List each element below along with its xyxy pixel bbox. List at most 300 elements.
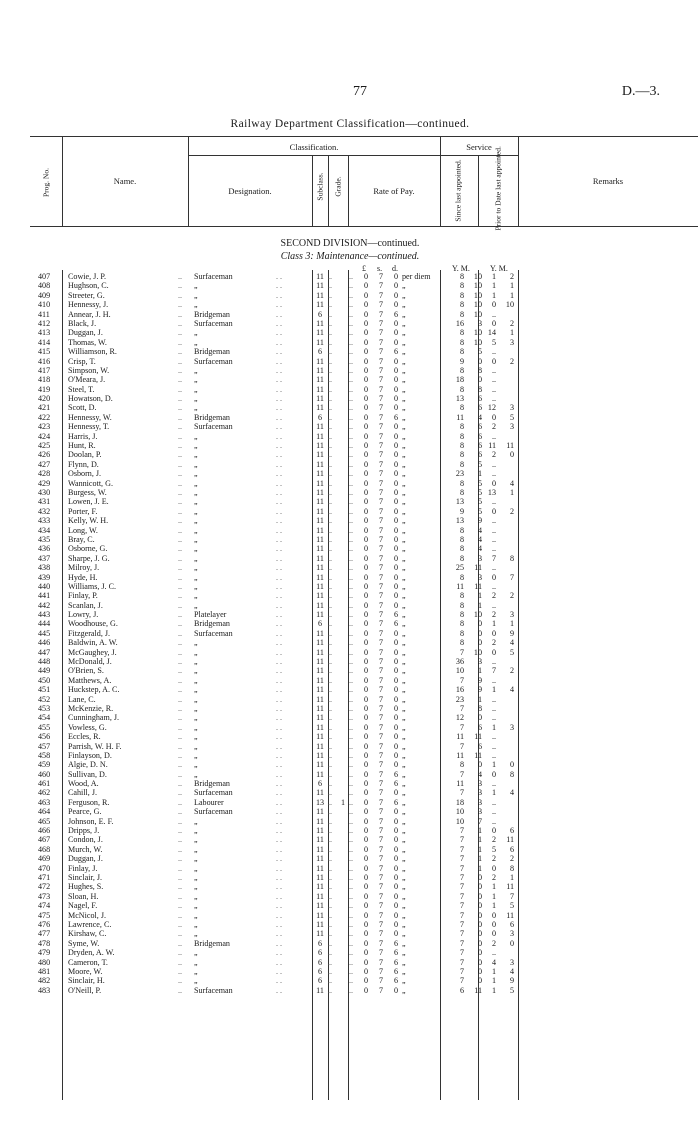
leader-dots: . .	[276, 675, 283, 685]
leader-dots: ..	[349, 694, 354, 704]
prior-months-cell: 0	[509, 450, 514, 460]
pence-cell: 0	[393, 713, 399, 723]
prog-no-cell: 436	[38, 544, 51, 554]
leader-dots: ..	[178, 591, 183, 601]
since-months-cell: 6	[477, 422, 482, 432]
pence-cell: 0	[393, 394, 399, 404]
leader-dots: ..	[349, 854, 354, 864]
leader-dots: . .	[276, 394, 283, 404]
shillings-cell: 7	[378, 591, 384, 601]
since-years-cell: 7	[459, 901, 464, 911]
leader-dots: ..	[328, 600, 333, 610]
prior-months-cell: 5	[509, 985, 514, 995]
table-row	[0, 450, 700, 459]
since-years-cell: 8	[459, 441, 464, 451]
subclass-cell: 11	[316, 441, 324, 451]
subclass-cell: 11	[316, 732, 324, 742]
leader-dots: ..	[328, 610, 333, 620]
per-cell: „	[402, 760, 406, 770]
pounds-cell: 0	[363, 290, 369, 300]
pence-cell: 6	[393, 412, 399, 422]
subclass-cell: 11	[316, 685, 324, 695]
shillings-cell: 7	[378, 441, 384, 451]
subclass-cell: 6	[317, 412, 323, 422]
leader-dots: . .	[276, 948, 283, 958]
leader-dots: ..	[178, 431, 183, 441]
leader-dots: ..	[349, 487, 354, 497]
designation-cell: „	[194, 948, 198, 958]
prog-no-cell: 478	[38, 938, 51, 948]
leader-dots: ..	[349, 619, 354, 629]
designation-cell: „	[194, 337, 198, 347]
since-months-cell: 9	[477, 675, 482, 685]
name-cell: Woodhouse, G.	[68, 619, 118, 629]
leader-dots: ..	[349, 281, 354, 291]
prior-months-cell: 1	[509, 487, 514, 497]
pounds-cell: 0	[363, 328, 369, 338]
leader-dots: ..	[328, 891, 333, 901]
leader-dots: . .	[276, 703, 283, 713]
per-cell: „	[402, 816, 406, 826]
leader-dots: . .	[276, 844, 283, 854]
leader-dots: ..	[349, 713, 354, 723]
designation-cell: „	[194, 328, 198, 338]
prog-no-cell: 434	[38, 525, 51, 535]
leader-dots: ..	[178, 797, 183, 807]
leader-dots: ..	[349, 657, 354, 667]
since-years-cell: 7	[459, 919, 464, 929]
pounds-cell: 0	[363, 525, 369, 535]
pence-cell: 0	[393, 563, 399, 573]
pence-cell: 0	[393, 281, 399, 291]
leader-dots: ..	[328, 478, 333, 488]
pence-cell: 0	[393, 760, 399, 770]
leader-dots: ..	[178, 882, 183, 892]
prior-years-cell: 2	[491, 873, 496, 882]
since-years-cell: 8	[459, 478, 464, 488]
pounds-cell: 0	[363, 835, 369, 845]
since-years-cell: 7	[459, 882, 464, 892]
shillings-cell: 7	[378, 844, 384, 854]
since-years-cell: 8	[459, 619, 464, 629]
shillings-cell: 7	[378, 919, 384, 929]
since-years-cell: 7	[459, 703, 464, 713]
since-years-cell: 10	[455, 807, 464, 817]
prior-years-cell: 1	[491, 966, 496, 976]
subclass-cell: 11	[316, 478, 324, 488]
prior-years-cell: 2	[491, 591, 496, 601]
pounds-cell: 0	[363, 337, 369, 347]
pence-cell: 0	[393, 863, 399, 873]
leader-dots: ..	[328, 863, 333, 873]
designation-cell: „	[194, 910, 198, 920]
prog-no-cell: 433	[38, 516, 51, 526]
name-cell: Kirshaw, C.	[68, 929, 107, 939]
since-months-cell: 1	[477, 844, 482, 854]
leader-dots: ..	[178, 441, 183, 451]
pounds-cell: 0	[363, 450, 369, 460]
prior-months-cell: 2	[509, 356, 514, 366]
pence-cell: 0	[393, 638, 399, 648]
leader-dots: . .	[276, 901, 283, 911]
prior-years-cell: 12	[487, 403, 496, 413]
since-months-cell: 1	[477, 666, 482, 676]
pounds-cell: 0	[363, 826, 369, 836]
since-months-cell: 4	[477, 544, 482, 554]
leader-dots: ..	[178, 544, 183, 554]
col-divider	[478, 156, 479, 226]
prog-no-cell: 450	[38, 675, 51, 685]
pounds-cell: 0	[363, 628, 369, 638]
leader-dots: ..	[178, 290, 183, 300]
shillings-cell: 7	[378, 966, 384, 976]
pounds-cell: 0	[363, 807, 369, 817]
designation-cell: Surfaceman	[194, 788, 233, 798]
prior-years-cell: ..	[491, 534, 496, 544]
prog-no-cell: 430	[38, 487, 51, 497]
shillings-cell: 7	[378, 807, 384, 817]
leader-dots: . .	[276, 985, 283, 995]
since-months-cell: 11	[474, 732, 482, 742]
leader-dots: . .	[276, 563, 283, 573]
leader-dots: ..	[349, 891, 354, 901]
table-row	[0, 779, 700, 788]
per-cell: „	[402, 966, 406, 976]
leader-dots: ..	[178, 807, 183, 817]
table-row	[0, 544, 700, 553]
name-cell: Eccles, R.	[68, 732, 101, 742]
per-cell: „	[402, 919, 406, 929]
header-service: Service	[466, 142, 492, 152]
since-months-cell: 3	[477, 788, 482, 798]
leader-dots: . .	[276, 788, 283, 798]
leader-dots: ..	[328, 384, 333, 394]
subclass-cell: 11	[316, 328, 324, 338]
pounds-cell: 0	[363, 732, 369, 742]
since-years-cell: 7	[459, 741, 464, 751]
leader-dots: ..	[178, 281, 183, 291]
leader-dots: ..	[328, 300, 333, 310]
table-row	[0, 272, 700, 281]
name-cell: Simpson, W.	[68, 365, 110, 375]
leader-dots: ..	[349, 516, 354, 526]
since-months-cell: 0	[477, 638, 482, 648]
leader-dots: . .	[276, 891, 283, 901]
per-cell: „	[402, 741, 406, 751]
per-cell: „	[402, 666, 406, 676]
designation-cell: „	[194, 459, 198, 469]
since-years-cell: 8	[459, 600, 464, 610]
designation-cell: „	[194, 966, 198, 976]
leader-dots: ..	[349, 816, 354, 826]
subclass-cell: 6	[317, 309, 323, 319]
prior-months-cell: 3	[509, 337, 514, 347]
prior-years-cell: 7	[491, 666, 496, 676]
prog-no-cell: 459	[38, 760, 51, 770]
pounds-cell: 0	[363, 309, 369, 319]
pounds-cell: 0	[363, 647, 369, 657]
subclass-cell: 11	[316, 600, 324, 610]
since-months-cell: 6	[477, 722, 482, 732]
per-cell: „	[402, 441, 406, 451]
leader-dots: ..	[178, 966, 183, 976]
leader-dots: ..	[328, 760, 333, 770]
leader-dots: ..	[349, 478, 354, 488]
table-row	[0, 403, 700, 412]
leader-dots: ..	[178, 816, 183, 826]
prior-months-cell: 8	[509, 863, 514, 873]
leader-dots: . .	[276, 581, 283, 591]
since-months-cell: 0	[477, 760, 482, 770]
pence-cell: 0	[393, 929, 399, 939]
name-cell: Steel, T.	[68, 384, 95, 394]
prior-months-cell: 6	[509, 919, 514, 929]
leader-dots: ..	[178, 769, 183, 779]
leader-dots: ..	[349, 497, 354, 507]
prior-months-cell: 11	[506, 910, 514, 920]
leader-dots: ..	[178, 581, 183, 591]
prog-no-cell: 411	[38, 309, 50, 319]
subclass-cell: 11	[316, 694, 324, 704]
designation-cell: „	[194, 534, 198, 544]
leader-dots: ..	[349, 722, 354, 732]
since-years-cell: 7	[459, 873, 464, 882]
name-cell: Hennessy, J.	[68, 300, 109, 310]
designation-cell: „	[194, 403, 198, 413]
prior-years-cell: 2	[491, 854, 496, 864]
prog-no-cell: 441	[38, 591, 51, 601]
leader-dots: ..	[328, 563, 333, 573]
prior-years-cell: ..	[491, 675, 496, 685]
pounds-cell: 0	[363, 666, 369, 676]
leader-dots: ..	[178, 694, 183, 704]
leader-dots: ..	[349, 450, 354, 460]
table-row	[0, 629, 700, 638]
leader-dots: ..	[328, 572, 333, 582]
subclass-cell: 11	[316, 365, 324, 375]
shillings-cell: 7	[378, 431, 384, 441]
per-cell: „	[402, 844, 406, 854]
prior-months-cell: 0	[509, 938, 514, 948]
table-row	[0, 807, 700, 816]
prior-years-cell: ..	[491, 581, 496, 591]
subclass-cell: 11	[316, 854, 324, 864]
leader-dots: ..	[178, 469, 183, 479]
leader-dots: ..	[328, 957, 333, 967]
name-cell: Streeter, G.	[68, 290, 105, 300]
pounds-cell: 0	[363, 948, 369, 958]
per-cell: „	[402, 788, 406, 798]
designation-cell: Surfaceman	[194, 272, 233, 281]
since-years-cell: 16	[455, 318, 464, 328]
since-months-cell: 11	[474, 985, 482, 995]
prior-years-cell: 11	[488, 441, 496, 451]
designation-cell: „	[194, 854, 198, 864]
prog-no-cell: 423	[38, 422, 51, 432]
pence-cell: 0	[393, 553, 399, 563]
name-cell: Johnson, E. F.	[68, 816, 114, 826]
designation-cell: „	[194, 760, 198, 770]
name-cell: Scott, D.	[68, 403, 97, 413]
table-row	[0, 845, 700, 854]
prog-no-cell: 425	[38, 441, 51, 451]
since-months-cell: 0	[477, 356, 482, 366]
since-months-cell: 5	[477, 478, 482, 488]
since-years-cell: 11	[456, 581, 464, 591]
table-row	[0, 638, 700, 647]
pence-cell: 6	[393, 619, 399, 629]
prior-years-cell: 5	[491, 844, 496, 854]
since-years-cell: 8	[459, 638, 464, 648]
pence-cell: 0	[393, 572, 399, 582]
leader-dots: ..	[328, 272, 333, 281]
prog-no-cell: 439	[38, 572, 51, 582]
leader-dots: ..	[178, 835, 183, 845]
name-cell: Flynn, D.	[68, 459, 99, 469]
pounds-cell: 0	[363, 957, 369, 967]
leader-dots: ..	[328, 638, 333, 648]
leader-dots: ..	[178, 675, 183, 685]
prior-years-cell: 1	[491, 901, 496, 911]
pence-cell: 0	[393, 666, 399, 676]
shillings-cell: 7	[378, 638, 384, 648]
per-cell: „	[402, 309, 406, 319]
since-years-cell: 7	[459, 675, 464, 685]
prior-months-cell: 2	[509, 506, 514, 516]
pounds-cell: 0	[363, 581, 369, 591]
since-years-cell: 13	[455, 394, 464, 404]
since-years-cell: 18	[455, 375, 464, 385]
pence-cell: 0	[393, 685, 399, 695]
leader-dots: ..	[328, 394, 333, 404]
leader-dots: ..	[178, 788, 183, 798]
prog-no-cell: 426	[38, 450, 51, 460]
since-years-cell: 7	[459, 891, 464, 901]
pounds-cell: 0	[363, 722, 369, 732]
designation-cell: „	[194, 290, 198, 300]
prog-no-cell: 442	[38, 600, 51, 610]
prog-no-cell: 470	[38, 863, 51, 873]
shillings-cell: 7	[378, 347, 384, 357]
since-years-cell: 13	[455, 516, 464, 526]
prog-no-cell: 473	[38, 891, 51, 901]
leader-dots: ..	[328, 516, 333, 526]
shillings-cell: 7	[378, 722, 384, 732]
header-grade: Grade.	[333, 176, 343, 197]
pence-cell: 0	[393, 534, 399, 544]
prior-months-cell: 1	[509, 281, 514, 291]
pence-cell: 0	[393, 694, 399, 704]
designation-cell: „	[194, 957, 198, 967]
pence-cell: 0	[393, 337, 399, 347]
subclass-cell: 11	[316, 534, 324, 544]
prog-no-cell: 462	[38, 788, 51, 798]
prog-no-cell: 416	[38, 356, 51, 366]
col-divider	[518, 137, 519, 226]
prior-months-cell: 3	[509, 403, 514, 413]
since-months-cell: 3	[477, 553, 482, 563]
leader-dots: . .	[276, 957, 283, 967]
designation-cell: „	[194, 572, 198, 582]
leader-dots: ..	[328, 854, 333, 864]
since-months-cell: 11	[474, 581, 482, 591]
leader-dots: . .	[276, 384, 283, 394]
designation-cell: „	[194, 657, 198, 667]
leader-dots: ..	[349, 525, 354, 535]
prog-no-cell: 412	[38, 318, 51, 328]
subclass-cell: 11	[316, 722, 324, 732]
leader-dots: ..	[328, 422, 333, 432]
prior-months-cell: 10	[505, 300, 514, 310]
leader-dots: . .	[276, 356, 283, 366]
leader-dots: ..	[328, 365, 333, 375]
leader-dots: ..	[328, 328, 333, 338]
subclass-cell: 11	[316, 628, 324, 638]
leader-dots: ..	[349, 563, 354, 573]
since-months-cell: 0	[477, 957, 482, 967]
shillings-cell: 7	[378, 760, 384, 770]
designation-cell: „	[194, 919, 198, 929]
name-cell: Cunningham, J.	[68, 713, 120, 723]
shillings-cell: 7	[378, 337, 384, 347]
pence-cell: 0	[393, 985, 399, 995]
shillings-cell: 7	[378, 553, 384, 563]
leader-dots: . .	[276, 553, 283, 563]
prog-no-cell: 453	[38, 703, 51, 713]
shillings-cell: 7	[378, 685, 384, 695]
per-cell: „	[402, 835, 406, 845]
leader-dots: ..	[328, 844, 333, 854]
leader-dots: ..	[178, 685, 183, 695]
since-months-cell: 0	[477, 882, 482, 892]
shillings-cell: 7	[378, 750, 384, 760]
prog-no-cell: 458	[38, 750, 51, 760]
name-cell: Hughes, S.	[68, 882, 104, 892]
subclass-cell: 11	[316, 638, 324, 648]
prior-months-cell: 11	[506, 882, 514, 892]
leader-dots: . .	[276, 337, 283, 347]
table-row	[0, 507, 700, 516]
since-months-cell: 0	[477, 966, 482, 976]
shillings-cell: 7	[378, 713, 384, 723]
table-row	[0, 760, 700, 769]
table-row	[0, 788, 700, 797]
leader-dots: ..	[328, 779, 333, 789]
leader-dots: ..	[178, 722, 183, 732]
since-years-cell: 11	[456, 732, 464, 742]
pounds-cell: 0	[363, 873, 369, 882]
leader-dots: . .	[276, 516, 283, 526]
leader-dots: ..	[178, 525, 183, 535]
prog-no-cell: 447	[38, 647, 51, 657]
prog-no-cell: 460	[38, 769, 51, 779]
prog-no-cell: 408	[38, 281, 51, 291]
shillings-cell: 7	[378, 544, 384, 554]
pounds-cell: 0	[363, 882, 369, 892]
designation-cell: „	[194, 591, 198, 601]
leader-dots: ..	[328, 412, 333, 422]
prior-years-cell: 5	[491, 337, 496, 347]
since-months-cell: 6	[477, 741, 482, 751]
shillings-cell: 7	[378, 487, 384, 497]
prog-no-cell: 475	[38, 910, 51, 920]
subclass-cell: 11	[316, 394, 324, 404]
leader-dots: ..	[349, 403, 354, 413]
prior-years-cell: 0	[491, 863, 496, 873]
designation-cell: Surfaceman	[194, 985, 233, 995]
leader-dots: ..	[178, 985, 183, 995]
leader-dots: ..	[349, 318, 354, 328]
